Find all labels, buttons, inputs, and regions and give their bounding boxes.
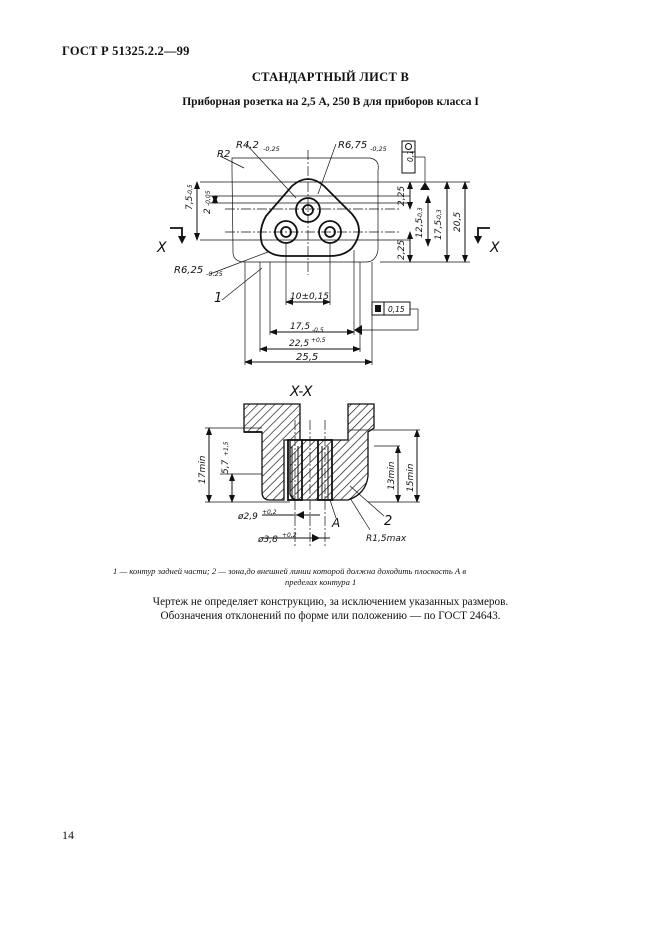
label-section-left: X [157,240,167,256]
dim-5-7: 5,7 [221,459,231,474]
label-r42-tol: -0,25 [263,145,280,153]
dim-2-25-bottom: 2,25 [397,239,407,260]
outer-contour [232,158,378,262]
label-r625: R6,25 [174,265,204,276]
dim-13min: 13min [387,461,397,490]
sheet-subtitle: Приборная розетка на 2,5 А, 250 В для приборов класса I [182,96,479,108]
sheet-title: СТАНДАРТНЫЙ ЛИСТ В [251,70,410,84]
dim-12-5-tol: -0,3 [417,207,424,219]
dim-2-25-top: 2,25 [397,185,407,206]
tolerance-value-2: 0,15 [388,305,405,314]
dim-7-5: 7,5 [185,195,195,210]
dim-dia-2-9-tol: +0,2 [262,509,277,516]
label-r675: R6,75 [338,140,368,151]
page-number: 14 [62,828,74,842]
dim-2: 2 [203,208,213,214]
label-r2: R2 [217,149,231,160]
dim-dia-3-8: ø3,8 [258,535,278,545]
label-r625-tol: -0,25 [206,270,223,278]
dim-17-5-v: 17,5 [434,219,444,240]
dim-dia-3-8-tol: +0,2 [282,532,297,539]
legend-line-2: пределах контура 1 [285,577,357,587]
legend-line-1: 1 — контур задней части; 2 — зона,до внешней линии которой должна доходить плоскость А в [113,566,467,576]
dim-17-5-v-tol: -0,3 [436,209,443,221]
dim-17min: 17min [198,455,208,484]
label-r1-5max: R1,5max [366,534,407,544]
section-title: X-X [290,384,313,400]
label-r42: R4,2 [236,140,259,151]
label-plane-A: A [332,516,341,530]
dim-25-5: 25,5 [296,352,319,363]
dim-5-7-tol: +1,5 [223,441,230,456]
dim-17-5-h-tol: -0,5 [312,327,324,334]
label-ref-2: 2 [384,514,393,529]
plan-view [156,140,500,365]
tolerance-value-1: 0,1 [406,150,415,162]
dim-7-5-tol: -0,5 [187,184,194,196]
dim-12-5: 12,5 [415,217,425,238]
dim-17-5-h: 17,5 [290,322,311,332]
dim-20-5: 20,5 [453,211,463,232]
dim-10: 10±0,15 [290,292,330,302]
section-view [198,384,420,548]
dim-15min: 15min [406,463,416,492]
dim-22-5: 22,5 [289,339,310,349]
note-line-2: Обозначения отклонений по форме или положению — по ГОСТ 24643. [160,609,501,622]
label-r675-tol: -0,25 [370,145,387,153]
figure-legend [113,566,543,588]
drawing-note [0,596,661,623]
dim-2-tol: -0,05 [205,190,212,206]
note-line-1: Чертеж не определяет конструкцию, за исключением указанных размеров. [152,596,509,608]
label-ref-1: 1 [214,291,223,306]
standard-header: ГОСТ Р 51325.2.2—99 [62,44,190,58]
label-section-right: X [490,240,500,256]
dim-22-5-tol: +0,5 [311,337,326,344]
dim-dia-2-9: ø2,9 [238,512,258,522]
section-body [244,404,374,500]
socket-contour [261,179,359,256]
